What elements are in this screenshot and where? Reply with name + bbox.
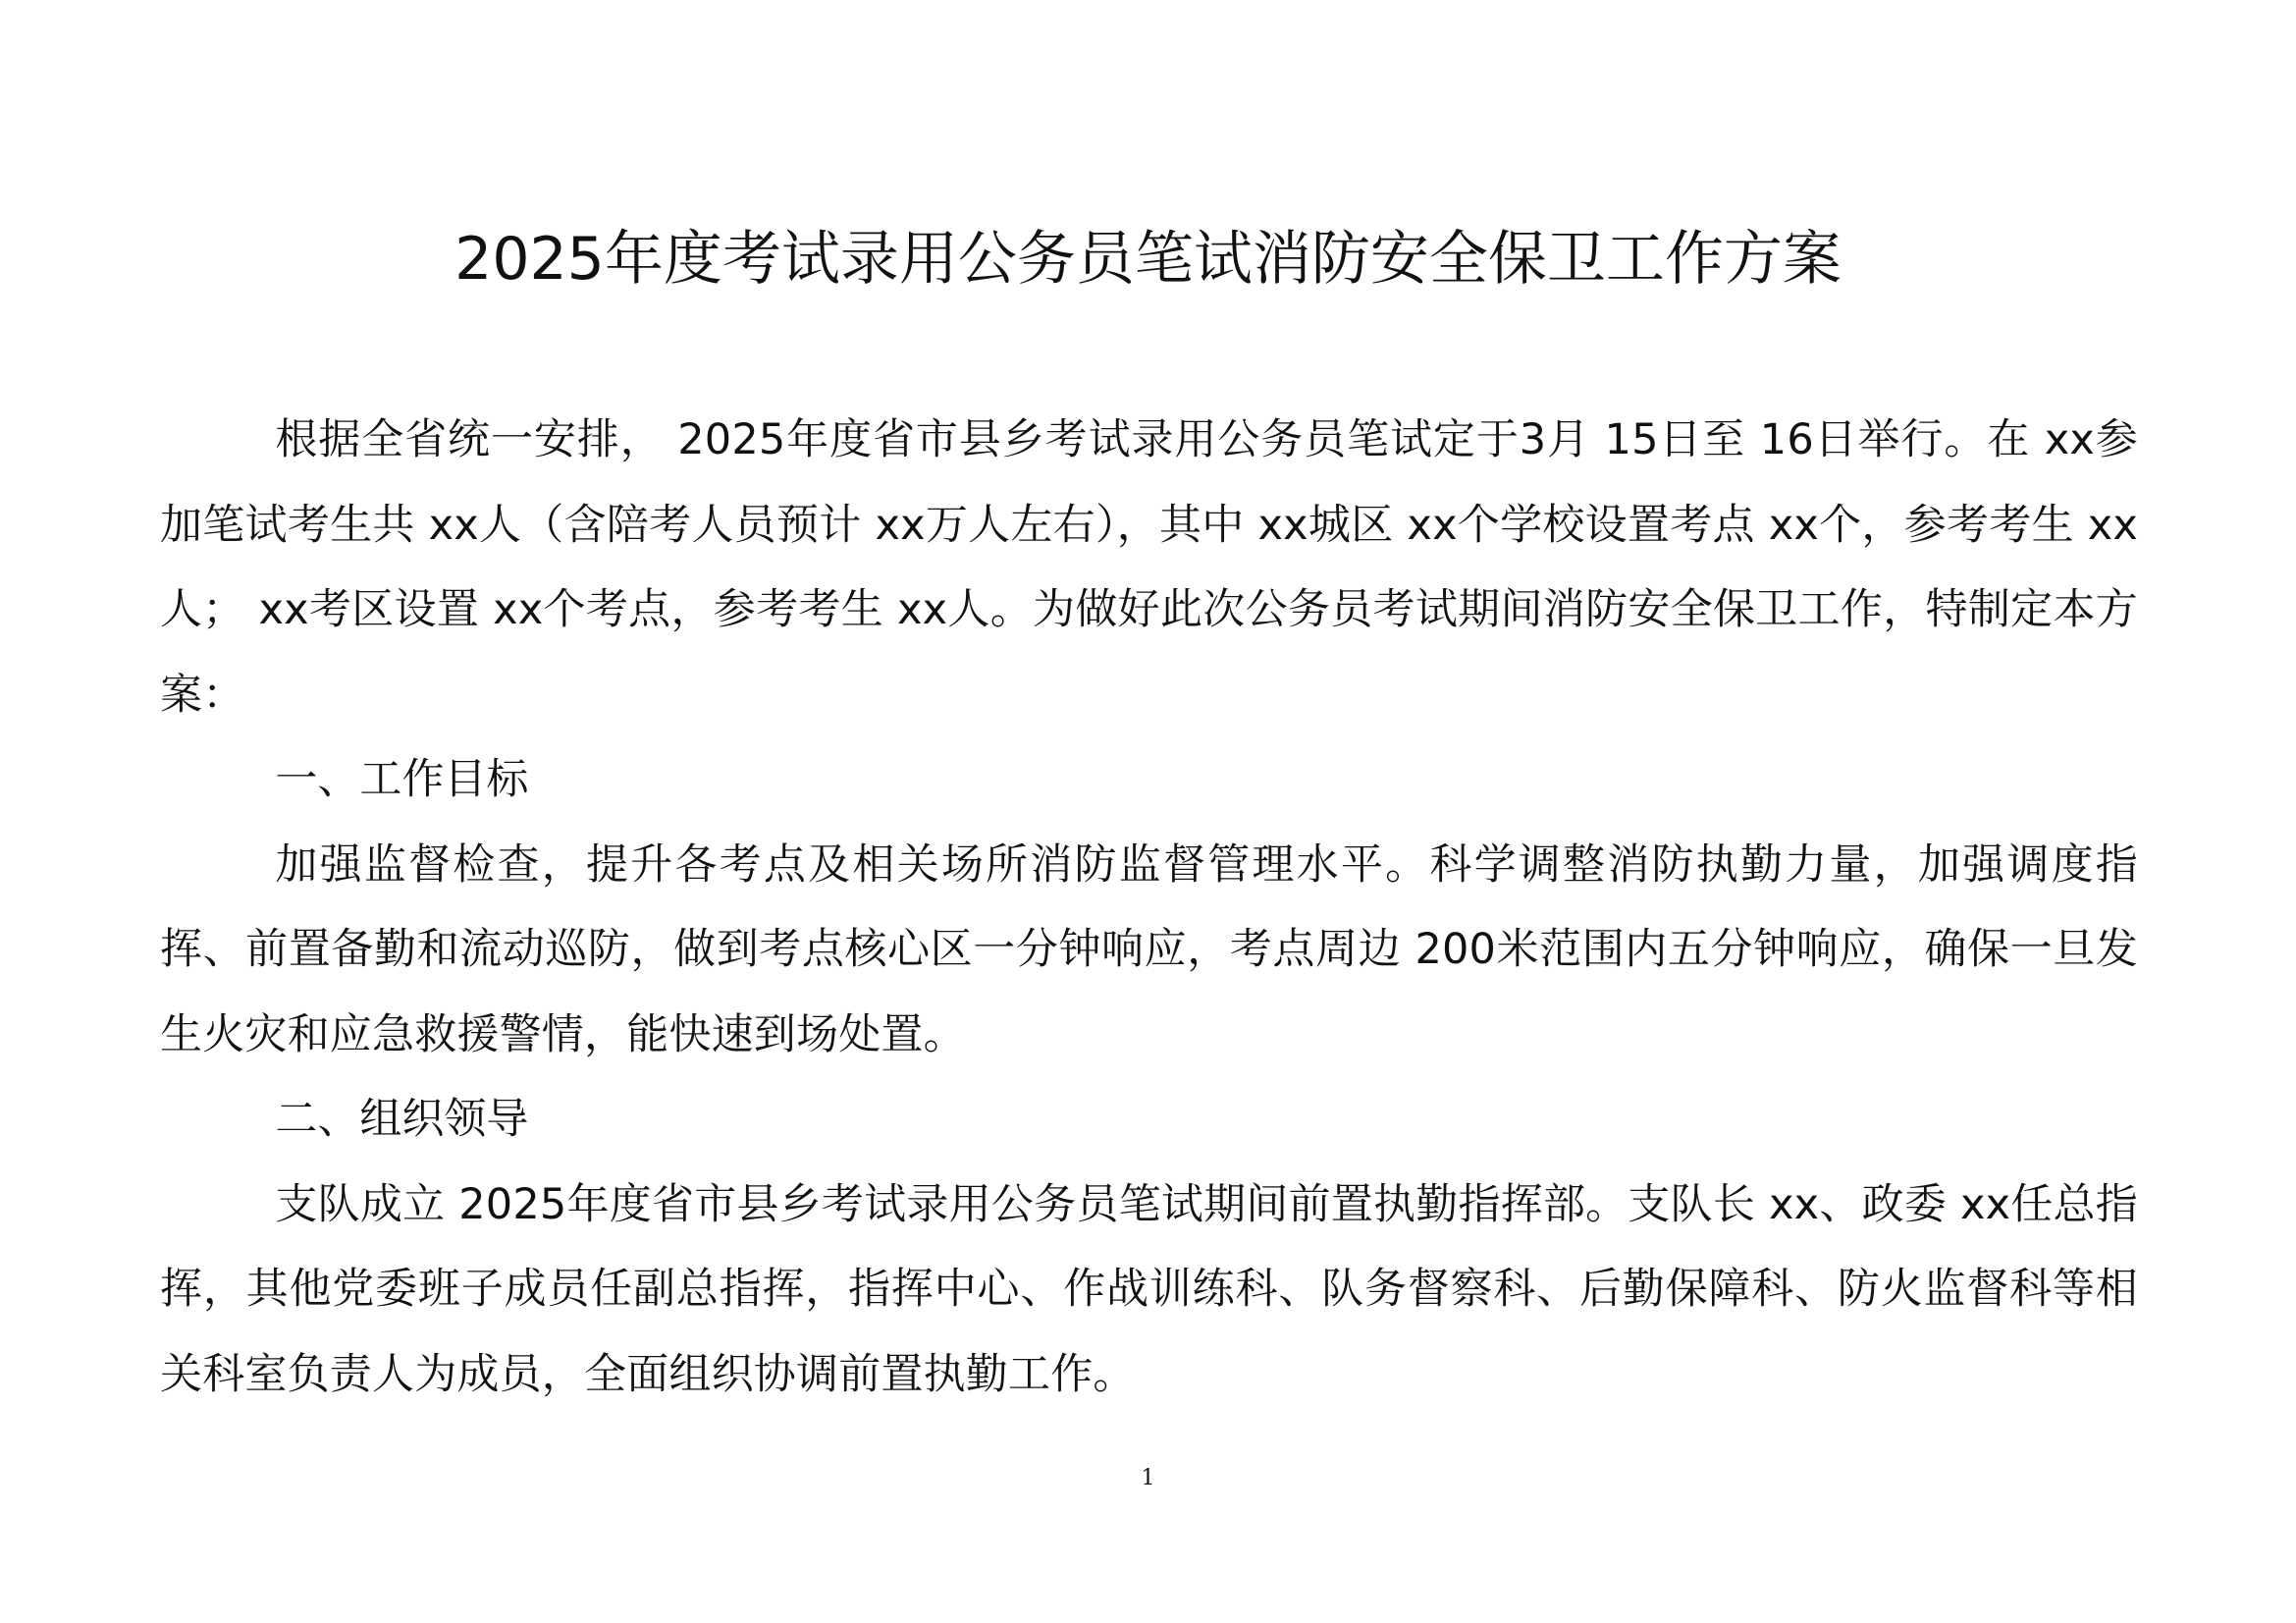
page-number: 1: [1141, 1466, 1155, 1490]
paragraph-organization: 支队成立 2025年度省市县乡考试录用公务员笔试期间前置执勤指挥部。支队长 xx、政委 xx任总指挥，其他党委班子成员任副总指挥，指挥中心、作战训练科、队务督察科、后勤保障科、防火监督科等相关科室负责人为成员，全面组织协调前置执勤工作。: [160, 1179, 2138, 1399]
paragraph-intro: 根据全省统一安排， 2025年度省市县乡考试录用公务员笔试定于3月 15日至 16日举行。在 xx参加笔试考生共 xx人（含陪考人员预计 xx万人左右），其中 xx城区 xx个学校设置考点 xx个，参考考生 xx人； xx考区设置 xx个考点，参考考生 xx人。为做好此次公务员考试期间消防安全保卫工作，特制定本方案：: [160, 415, 2138, 720]
paragraph-work-goals: 加强监督检查，提升各考点及相关场所消防监督管理水平。科学调整消防执勤力量，加强调度指挥、前置备勤和流动巡防，做到考点核心区一分钟响应，考点周边 200米范围内五分钟响应，确保一旦发生火灾和应急救援警情，能快速到场处置。: [160, 839, 2138, 1059]
section-heading-work-goals: 一、工作目标: [275, 755, 529, 804]
document-title: 2025年度考试录用公务员笔试消防安全保卫工作方案: [454, 225, 1842, 294]
section-heading-organization: 二、组织领导: [275, 1095, 529, 1144]
document-body: [160, 398, 2138, 1417]
